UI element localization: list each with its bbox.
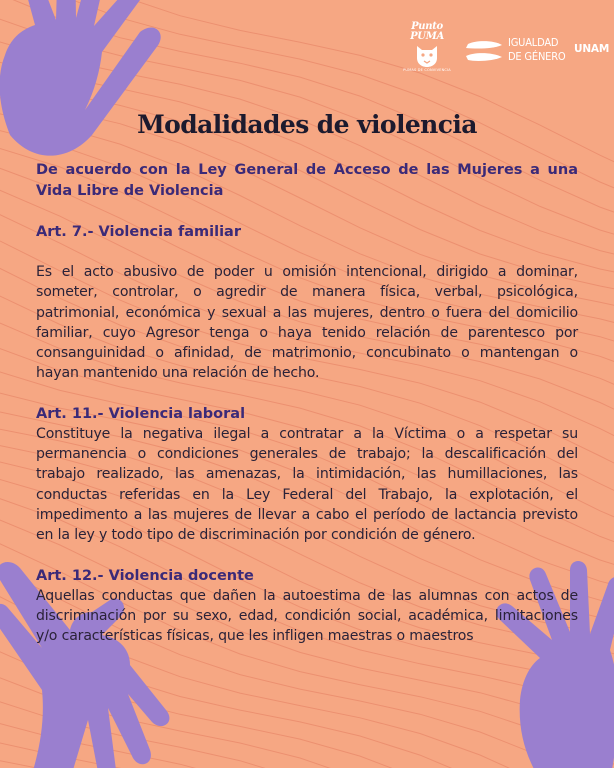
page-title: Modalidades de violencia [137,110,477,139]
igualdad-symbol-icon [464,40,504,64]
igualdad-genero-logo-icon [464,36,610,72]
article-title: Art. 11.- Violencia laboral [36,405,246,422]
article-body: Constituye la negativa ilegal a contratar a la Víctima o a respetar su permanencia o condiciones generales de trabajo; la descalificación del trabajo realizado, las amenazas, la intimidación, las humillaciones, las conductas referidas en la Ley Federal del Trabajo, la explotación, el impedimento a las mujeres de llevar a cabo el período de lactancia previsto en la ley y todo tipo de discriminación por condición de género. [36,425,578,544]
igualdad-logo-text [508,36,565,64]
puma-logo-icon [400,22,454,78]
article-body: Es el acto abusivo de poder u omisión intencional, dirigido a dominar, someter, controlar, o agredir de manera física, verbal, psicológica, patrimonial, económica y sexual a las mujeres, dentro o fuera del domicilio familiar, cuyo Agresor tenga o haya tenido relación de parentesco por consanguinidad o afinidad, de matrimonio, concubinato o mantengan o hayan mantenido una relación de hecho. [36,264,578,382]
article-title: Art. 12.- Violencia docente [36,567,254,584]
logo-area [400,21,610,80]
article-body: Aquellas conductas que dañen la autoestima de las alumnas con actos de discriminación por su sexo, edad, condición social, académica, limitaciones y/o características físicas, que les infligen maestras o maestros [36,587,578,645]
puma-face-icon [414,42,440,68]
puma-logo-subtitle: PUMAS DE CONVIVENCIA [403,68,451,72]
article-title: Art. 7.- Violencia familiar [36,224,241,240]
content [36,160,578,646]
puma-logo-script: Punto PUMA [410,21,444,42]
hand-icon [0,0,180,170]
igualdad-line-1: IGUALDAD [508,36,559,49]
igualdad-line-2: DE GÉNERO [508,50,566,63]
intro-heading: De acuerdo con la Ley General de Acceso de las Mujeres a una Vida Libre de Violencia [36,162,578,199]
unam-logo-text: UNAM [574,43,610,55]
